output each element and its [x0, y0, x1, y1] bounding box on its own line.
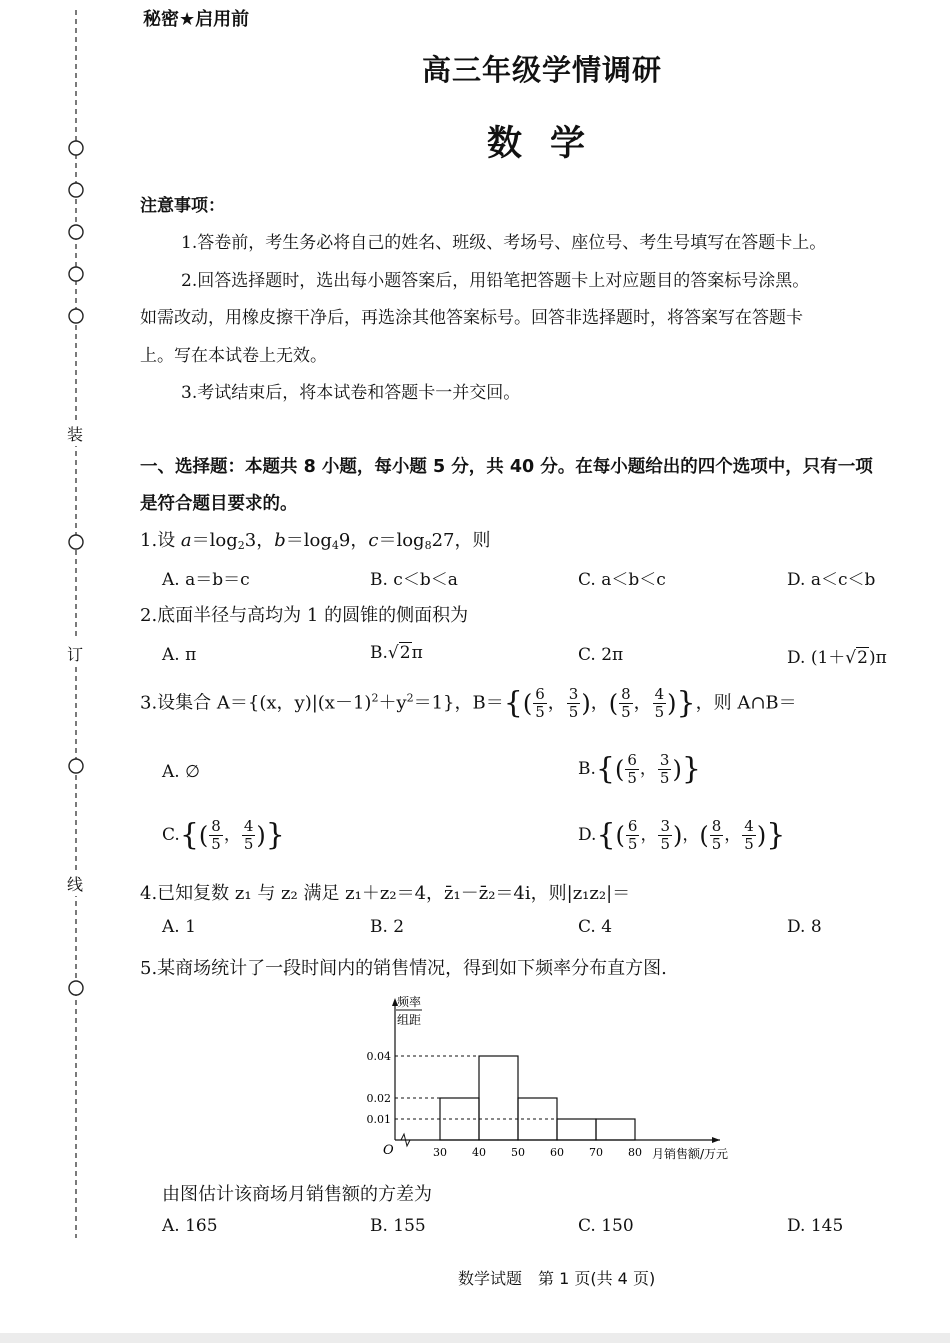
- histogram-bar-4: [557, 1119, 596, 1140]
- x-tick-label: 40: [472, 1146, 486, 1159]
- note-item-2-line1: 2.回答选择题时，选出每小题答案后，用铅笔把答题卡上对应题目的答案标号涂黑。: [181, 271, 810, 291]
- q5-option-b: B. 155: [370, 1216, 426, 1236]
- exam-title: 高三年级学情调研: [422, 53, 663, 87]
- binding-hole: [69, 183, 83, 197]
- frequency-histogram: [340, 990, 760, 1165]
- binding-hole: [69, 981, 83, 995]
- q5-option-d: D. 145: [787, 1216, 844, 1236]
- q3-option-d: D.{( $\frac{6}{5}$ ， $\frac{3}{5}$ )，( $\frac{8}{5}$ ， $\frac{4}{5}$ )}: [578, 817, 786, 853]
- q1-option-a: A. a＝b＝c: [162, 570, 250, 590]
- binding-mark-ding: 订: [67, 645, 84, 664]
- binding-hole: [69, 759, 83, 773]
- binding-hole: [69, 309, 83, 323]
- q1-option-b: B. c＜b＜a: [370, 570, 458, 590]
- page-bottom-edge: [0, 1333, 950, 1343]
- q2-option-a: A. π: [162, 645, 197, 665]
- q5-option-c: C. 150: [578, 1216, 634, 1236]
- note-item-3: 3.考试结束后，将本试卷和答题卡一并交回。: [181, 383, 521, 403]
- x-axis-arrow: [712, 1137, 720, 1143]
- notes-heading: 注意事项：: [140, 196, 225, 216]
- q4-stem: 4.已知复数 z₁ 与 z₂ 满足 z₁＋z₂＝4，z̄₁－z̄₂＝4i，则|z₁z₂|＝: [140, 883, 631, 904]
- y-tick-label: 0.02: [366, 1092, 391, 1105]
- x-axis-label: 月销售额/万元: [652, 1147, 729, 1161]
- note-item-1: 1.答卷前，考生务必将自己的姓名、班级、考场号、座位号、考生号填写在答题卡上。: [181, 233, 827, 253]
- y-label-bottom: 组距: [396, 1013, 422, 1027]
- binding-mark-zhuang: 装: [67, 425, 84, 444]
- q5-question: 由图估计该商场月销售额的方差为: [162, 1184, 432, 1205]
- x-tick-label: 30: [433, 1146, 447, 1159]
- q4-option-a: A. 1: [162, 917, 196, 937]
- binding-hole: [69, 141, 83, 155]
- q3-option-a: A. ∅: [162, 762, 200, 782]
- q3-option-b: B.{( $\frac{6}{5}$ ， $\frac{3}{5}$ )}: [578, 751, 701, 787]
- section1-line2: 是符合题目要求的。: [140, 494, 298, 514]
- origin-label: O: [383, 1143, 394, 1158]
- binding-mark-xian: 线: [67, 875, 84, 894]
- x-tick-label: 50: [511, 1146, 525, 1159]
- q4-option-d: D. 8: [787, 917, 822, 937]
- note-item-2-line3: 上。写在本试卷上无效。: [140, 346, 327, 366]
- y-tick-label: 0.01: [366, 1113, 391, 1126]
- q3-option-c: C.{( $\frac{8}{5}$ ， $\frac{4}{5}$ )}: [162, 817, 285, 853]
- q3-stem: 3.设集合 A＝{(x，$y)|(x-1)^2+y^2=1$}，B＝{( $\frac{6}{5}$ ， $\frac{3}{5}$ )，( $\frac{8}{5}$ ， $\frac{4}{5}$ )}，则 A∩B＝: [140, 685, 797, 721]
- x-tick-label: 80: [628, 1146, 642, 1159]
- histogram-bar-2: [479, 1056, 518, 1140]
- q1-stem: 1.设 $a=\log_23$，$b=\log_49$，$c=\log_827$，则: [140, 530, 491, 552]
- binding-hole: [69, 225, 83, 239]
- q1-option-d: D. a＜c＜b: [787, 570, 876, 590]
- binding-hole: [69, 535, 83, 549]
- binding-line: [60, 0, 100, 1260]
- q2-option-b: B.√2π: [370, 643, 423, 663]
- q5-option-a: A. 165: [162, 1216, 218, 1236]
- y-tick-label: 0.04: [366, 1050, 391, 1063]
- q5-stem: 5.某商场统计了一段时间内的销售情况，得到如下频率分布直方图.: [140, 958, 667, 979]
- q1-option-c: C. a＜b＜c: [578, 570, 666, 590]
- x-tick-label: 60: [550, 1146, 564, 1159]
- q4-option-b: B. 2: [370, 917, 405, 937]
- histogram-bar-5: [596, 1119, 635, 1140]
- q2-option-d: D. (1＋√2)π: [787, 648, 887, 668]
- confidential-label: 秘密★启用前: [143, 9, 250, 30]
- q2-stem: 2.底面半径与高均为 1 的圆锥的侧面积为: [140, 605, 469, 626]
- y-label-top: 频率: [396, 995, 422, 1009]
- section1-line1: 一、选择题：本题共 8 小题，每小题 5 分，共 40 分。在每小题给出的四个选项中，只有一项: [140, 457, 873, 477]
- x-tick-label: 70: [589, 1146, 603, 1159]
- note-item-2-line2: 如需改动，用橡皮擦干净后，再选涂其他答案标号。回答非选择题时，将答案写在答题卡: [140, 308, 803, 328]
- q4-option-c: C. 4: [578, 917, 613, 937]
- binding-hole: [69, 267, 83, 281]
- subject-title: 数学: [487, 124, 614, 164]
- q2-option-c: C. 2π: [578, 645, 624, 665]
- page-footer: 数学试题 第 1 页(共 4 页): [458, 1269, 656, 1288]
